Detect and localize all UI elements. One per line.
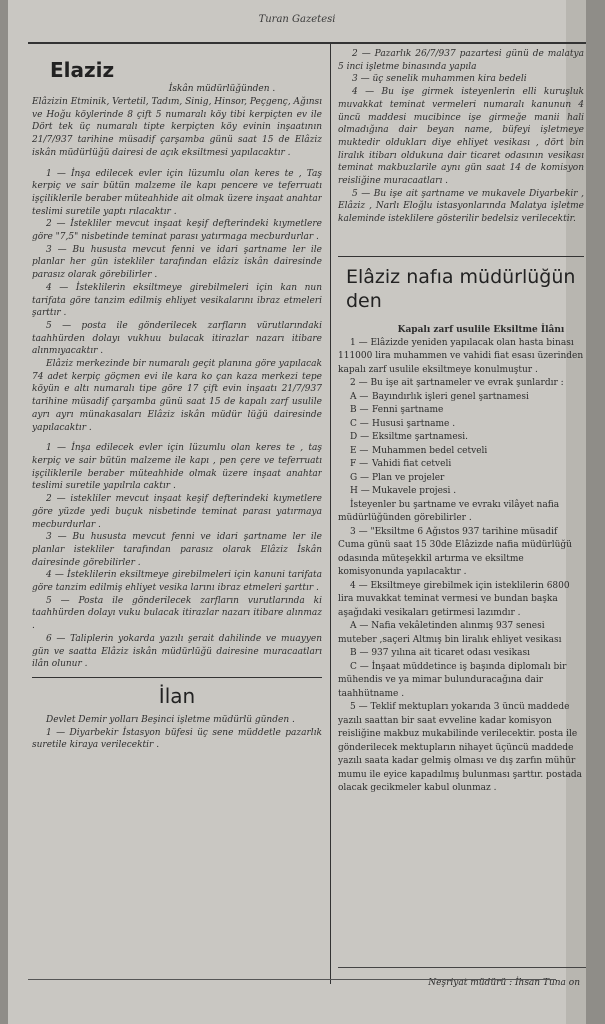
newspaper-page	[8, 0, 586, 1024]
second-paragraph: Elâziz merkezinde bir numaralı geçit planına göre yapılacak 74 adet kerpiç göçmen evi ile kara ko çan kaza merkezi tepe köyün e altı numaralı tipe göre 17 çift evin inşaatı 21/7/937 tarihine müsadif çarşamba günü saat 15 de kapalı zarf usulile ayrı ayrı münakasaları Elâziz iskân müdür lüğü dairesinde yapılacaktır .	[32, 359, 322, 433]
notice-paragraph: 3 — "Eksiltme 6 Ağıstos 937 tarihine müsadif Cuma günü saat 15 30de Elâzizde nafia müdürlüğü odasında müteşekkil artırma ve eksiltme komisyonunda yapılacaktır .	[338, 526, 572, 578]
notice-paragraph: 5 — Teklif mektupları yokarıda 3 üncü maddede yazılı saattan bir saat evveline kadar komisyon reisliğine makbuz mukabilinde verilecektir. posta ile gönderilecek mektupların nihayet üçüncü maddede yazılı saata kadar gelmiş olması ve dış zarfın mühür mumu ile eyice kapadılmış bulunması şarttır. postada olacak gecikmeler kabul olunmaz .	[338, 702, 582, 794]
list-item: G — Plan ve projeler	[350, 472, 445, 483]
list-item: 6 — Taliplerin yokarda yazılı şerait dahilinde ve muayyen gün ve saatta Elâziz iskân müdürlüğü dairesine muracaatları ilân olunur .	[32, 633, 322, 670]
publisher-signature: Neşriyat müdürü : İhsan Tuna on	[428, 978, 580, 988]
notice-paragraph: 4 — Eksiltmeye girebilmek için isteklilerin 6800 lira muvakkat teminat vermesi ve bundan başka aşağıdaki vesikaları getirmesi lazımdır .	[338, 580, 570, 618]
list-item: 5 — posta ile gönderilecek zarfların vürutlarındaki taahhürden dolayı vukhuu bulacak itirazlar nazarı itibare alınmıyacaktır .	[32, 320, 322, 357]
footer-rule	[338, 967, 586, 968]
list-item: C — Hususi şartname .	[350, 418, 456, 429]
list-item: 5 — Posta ile gönderilecek zarfların vurutlarında ki taahhürden dolayı vuku bulacak itirazlar nazarı itibare alınmaz .	[32, 595, 322, 632]
list-item: D — Eksiltme şartnamesi.	[350, 432, 469, 443]
top-rule	[28, 42, 586, 44]
ilan-item: 1 — Diyarbekir İstasyon büfesi üç sene müddetle pazarlık suretile kiraya verilecektir .	[32, 727, 322, 751]
notice-paragraph: C — İnşaat müddetince iş başında diplomalı bir mühendis ve ya mimar bulunduracağına dair taahhütname .	[338, 661, 567, 699]
list-item: 4 — İsteklilerin eksiltmeye girebilmeleri için kan nun tarifata göre tanzim edilmiş ehliyet vesikalarını ibraz etmeleri şarttır .	[32, 282, 322, 319]
list-item: H — Mukavele projesi .	[350, 486, 457, 497]
office-name: İskân müdürlüğünden .	[168, 84, 276, 94]
list-item: 2 — istekliler mevcut inşaat keşif defterindeki kıymetlere göre yüzde yedi buçuk nisbetinde teminat parası yatırmaya mecburdurlar .	[32, 494, 322, 530]
list-item: A — Bayındırlık işleri genel şartnamesi	[350, 391, 529, 402]
running-head: Turan Gazetesi	[258, 14, 336, 25]
list-item: 1 — İnşa edilecek evler için lüzumlu olan keres te , Taş kerpiç ve sair bütün malzeme ile kapı pencere ve teferruatı işçiliklerile beraber müteahhide ait olmak üzere inşaat anahtar teslimi suretile yaptı rılacaktır .	[32, 168, 322, 217]
ilan-heading: İlan	[158, 683, 196, 708]
left-column	[32, 48, 322, 988]
section-divider	[32, 677, 322, 678]
notice-paragraph: B — 937 yılına ait ticaret odası vesikası	[350, 648, 530, 659]
city-heading: Elaziz	[50, 58, 115, 82]
bottom-rule	[28, 979, 556, 980]
notice-paragraph: 2 — Bu işe ait şartnameler ve evrak şunlardır :	[350, 378, 564, 389]
list-item: 3 — üç senelik muhammen kira bedeli	[352, 74, 527, 85]
list-item: 3 — Bu hususta mevcut fenni ve idari şartname ler ile planlar istekliler tarafından parasız olarak Elâziz İskân dairesinde görebilirler .	[32, 532, 322, 568]
notice-paragraph: İsteyenler bu şartname ve evrakı vilâyet nafia müdürlüğünden görebilirler .	[338, 499, 560, 524]
notice-paragraph: A — Nafia vekâletinden alınmış 937 senesi muteber ,saçeri Altmış bin liralık ehliyet vesikası	[338, 621, 562, 645]
list-item: 4 — İsteklilerin eksiltmeye girebilmeleri için kanuni tarifata göre tanzim edilmiş ehliyet vesika larını ibraz etmeleri şarttır .	[32, 570, 322, 594]
list-item: 5 — Bu işe ait şartname ve mukavele Diyarbekir , Elâziz , Narlı Eloğlu istasyonlarında Malatya işletme kaleminde isteklilere gösterilir bedelsiz verilecektir.	[338, 188, 584, 225]
list-item: B — Fenni şartname	[350, 405, 444, 416]
list-item: 2 — İstekliler mevcut inşaat keşif defterindeki kıymetlere göre "7,5" nisbetinde teminat parası yatırmaga mecburdurlar .	[32, 219, 322, 243]
list-item: F — Vahidi fiat cetveli	[350, 459, 452, 470]
list-item: 1 — İnşa edilecek evler için lüzumlu olan keres te , taş kerpiç ve sair bütün malzeme ile kapı , pen çere ve teferruatı işçiliklerile beraber müteahhide olmak üzere inşaat anahtar teslimi suretile yapılrıla caktır .	[32, 443, 322, 492]
intro-paragraph: Elâzizin Etminik, Vertetil, Tadım, Sinig, Hinsor, Peçgenç, Ağınsı ve Hoğu köylerinde 8 çift 5 numaralı köy tibi kerpiçten ev ile Dört tek üç numaralı tipte kerpiçten köy evinin inşaatının 21/7/937 tarihine müsadif çarşamba günü saat 15 de Elâziz iskân müdürlüğü dairesi de açık eksiltmesi yapılacaktır .	[32, 97, 322, 158]
list-item: E — Muhammen bedel cetveli	[350, 445, 488, 456]
nafia-heading: Elâziz nafıa müdürlüğün den	[346, 265, 576, 312]
list-item: 3 — Bu hususta mevcut fenni ve idari şartname ler ile planlar her gün istekliler tarafından elâziz iskân dairesinde parasız olarak görebilirler .	[32, 244, 322, 281]
list-item: 4 — Bu işe girmek isteyenlerin elli kuruşluk muvakkat teminat vermeleri numaralı kanunun 4 üncü maddesi mucibince işe girmeğe manii hali olmadığına dair beyan name, büfeyi işletmeye muktedir oldukları diye ehliyet vesikası , dört bin liralık itibarı oldukuna dair ticaret odasının vesikası teminat makbuzlarile aynı gün saat 14 de komisyon reisliğine muracaatları .	[338, 87, 584, 187]
notice-subheading: Kapalı zarf usulile Eksiltme İlânı	[397, 324, 565, 335]
ilan-intro: Devlet Demir yolları Beşinci işletme müdürlü günden .	[46, 714, 295, 725]
right-column	[338, 48, 584, 988]
notice-paragraph: 1 — Elâzizde yeniden yapılacak olan hasta binası 111000 lira muhammen ve vahidi fiat esası üzerinden kapalı zarf usulile eksiltmeye konulmuştur .	[338, 337, 584, 375]
list-item: 2 — Pazarlık 26/7/937 pazartesi günü de malatya 5 inci işletme binasında yapıla	[338, 49, 584, 72]
section-divider	[338, 256, 584, 257]
column-separator	[330, 44, 331, 984]
